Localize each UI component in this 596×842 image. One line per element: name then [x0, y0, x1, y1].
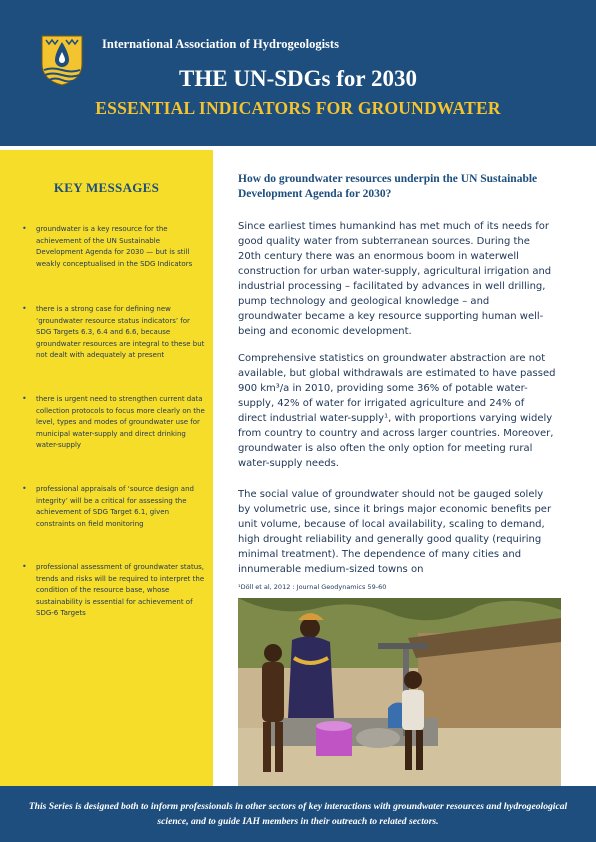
bullet-icon: • [22, 304, 27, 313]
bullet-icon: • [22, 394, 27, 403]
page-subtitle: ESSENTIAL INDICATORS FOR GROUNDWATER [95, 98, 501, 118]
bullet-icon: • [22, 562, 27, 571]
header-banner [0, 0, 596, 146]
key-messages-heading: KEY MESSAGES [53, 180, 160, 195]
key-message-text: there is a strong case for defining new ‘groundwater resource status indicators’ for SDG Targets 6.3, 6.4 and 6.6, because groundwater resources are integral to these but not dealt with adequately at present [36, 305, 205, 360]
organization-name: International Association of Hydrogeologists [102, 37, 339, 51]
body-paragraph: Since earliest times humankind has met much of its needs for good quality water from subterranean sources. During the 20th century there was an enormous boom in waterwell construction for urban water-supply, agricultural irrigation and industrial processing – facilitated by advances in well drilling, pump technology and geological knowledge – and groundwater became a key resource supporting human well-being and economic development. [238, 221, 552, 337]
body-paragraph: Comprehensive statistics on groundwater abstraction are not available, but global withdrawals are estimated to have passed 900 km³/a in 2010, providing some 36% of potable water-supply, 42% of water for irrigated agriculture and 24% of direct industrial water-supply¹, with proportions varying widely from country to country and across larger countries. Moreover, groundwater is also often the only option for meeting rural water-supply needs. [238, 353, 556, 469]
series-description: This Series is designed both to inform professionals in other sectors of key interactions with groundwater resources and hydrogeological science, and to guide IAH members in their outreach to related sectors. [28, 801, 568, 827]
photo-village-well [238, 598, 561, 786]
page-title: THE UN-SDGs for 2030 [179, 66, 417, 91]
body-paragraph: The social value of groundwater should not be gauged solely by volumetric use, since it brings major economic benefits per unit volume, because of local availability, scaling to demand, high drought reliability and generally good quality (requiring minimal treatment). The dependence of many cities and innumerable medium-sized towns on [238, 489, 552, 575]
bullet-icon: • [22, 224, 27, 233]
footnote: ¹Döll et al, 2012 : Journal Geodynamics 59-60 [238, 583, 387, 591]
key-message-text: professional assessment of groundwater status, trends and risks will be required to interpret the condition of the resource base, whose sustainability is essential for achievement of SDG-6 Targets [36, 563, 205, 618]
key-message-text: groundwater is a key resource for the achievement of the UN Sustainable Development Agenda for 2030 — but is still weakly conceptualised in the SDG Indicators [36, 225, 193, 268]
bullet-icon: • [22, 484, 27, 493]
key-messages-panel [0, 150, 213, 786]
footer-banner [0, 786, 596, 842]
key-message-text: there is urgent need to strengthen current data collection protocols to focus more clearly on the level, types and modes of groundwater use for municipal water-supply and direct drinking water-supply [36, 395, 205, 450]
section-heading: How do groundwater resources underpin the UN Sustainable Development Agenda for 2030? [238, 173, 538, 200]
key-message-text: professional appraisals of ‘source design and integrity’ will be a critical for assessing the achievement of SDG Target 6.1, given constraints on field monitoring [36, 485, 194, 528]
